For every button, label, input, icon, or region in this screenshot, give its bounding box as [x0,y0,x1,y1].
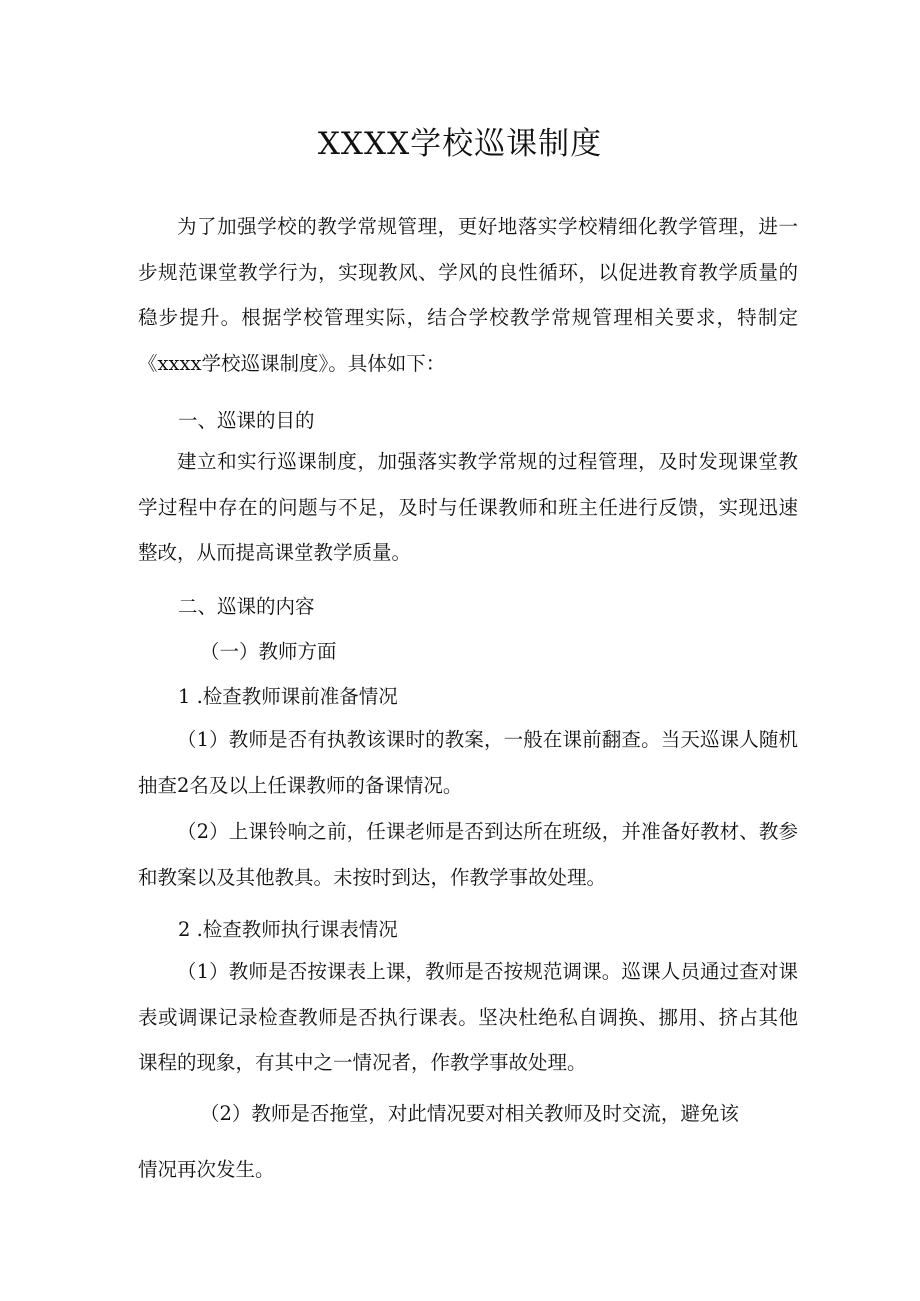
section1-heading: 一、巡课的目的 [178,409,315,432]
section2-heading: 二、巡课的内容 [178,595,315,618]
section1-paragraph: 建立和实行巡课制度，加强落实教学常规的过程管理，及时发现课堂教学过程中存在的问题与不足，及时与任课教师和班主任进行反馈，实现迅速整改，从而提高课堂教学质量。 [138,450,798,564]
item1-1-paragraph: （1）教师是否有执教该课时的教案，一般在课前翻查。当天巡课人随机抽查2名及以上任课教师的备课情况。 [138,728,798,797]
item2-2-line1: （2）教师是否拖堂，对此情况要对相关教师及时交流，避免该 [200,1102,739,1125]
document-title: XXXX学校巡课制度 [317,126,603,162]
intro-paragraph: 为了加强学校的教学常规管理，更好地落实学校精细化教学管理，进一步规范课堂教学行为，实现教风、学风的良性循环，以促进教育教学质量的稳步提升。根据学校管理实际，结合学校教学常规管理相关要求，特制定《xxxx学校巡课制度》。具体如下： [138,215,798,375]
item1-heading: 1 .检查教师课前准备情况 [178,685,398,708]
subsection1-heading: （一）教师方面 [200,640,337,663]
item2-1-paragraph: （1）教师是否按课表上课，教师是否按规范调课。巡课人员通过查对课表或调课记录检查教师是否执行课表。坚决杜绝私自调换、挪用、挤占其他课程的现象，有其中之一情况者，作教学事故处理。 [138,960,798,1074]
item1-2-paragraph: （2）上课铃响之前，任课老师是否到达所在班级，并准备好教材、教参和教案以及其他教具。未按时到达，作教学事故处理。 [138,820,798,889]
item2-2-line2: 情况再次发生。 [138,1158,275,1181]
item2-heading: 2 .检查教师执行课表情况 [178,918,398,941]
